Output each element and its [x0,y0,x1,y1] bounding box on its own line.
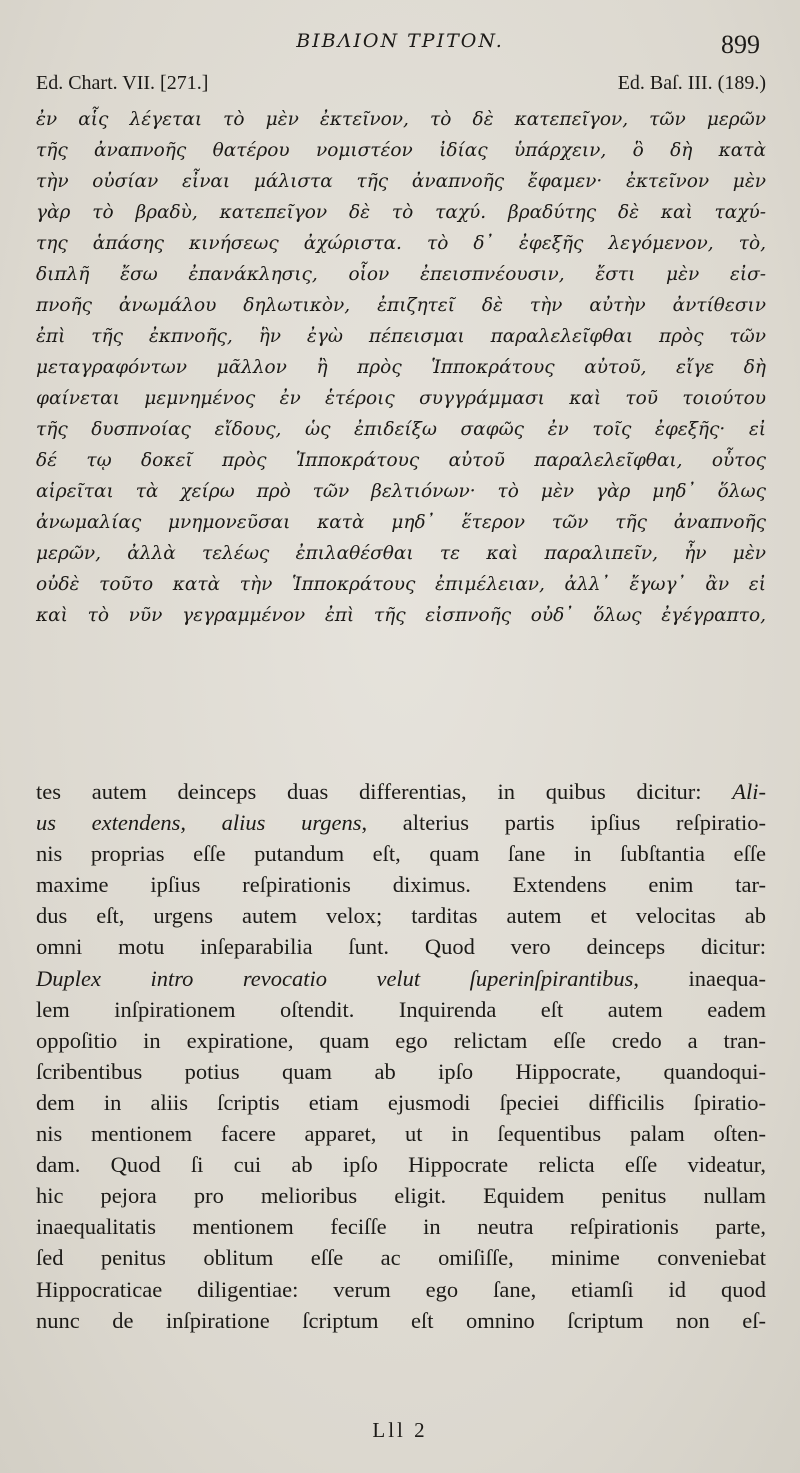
greek-line: γὰρ τὸ βραδὺ, κατεπεῖγον δὲ τὸ ταχύ. βραδύτης δὲ καὶ ταχύ- [36,202,766,223]
greek-line: ἐπὶ τῆς ἐκπνοῆς, ἣν ἐγὼ πέπεισμαι παραλελεῖφθαι πρὸς τῶν [36,326,766,347]
latin-segment: nunc de inſpiratione ſcriptum eſt omnino ſcriptum non eſ- [36,1307,766,1333]
latin-italic-segment: Duplex intro revocatio velut ſuperinſpirantibus [36,965,634,991]
latin-segment: , inaequa- [633,965,766,991]
latin-segment: hic pejora pro melioribus eligit. Equidem penitus nullam [36,1183,766,1209]
greek-line: μερῶν, ἀλλὰ τελέως ἐπιλαθέσθαι τε καὶ παραλιπεῖν, ἦν μὲν [36,543,766,564]
edition-reference-basel: Ed. Baſ. III. (189.) [617,72,766,94]
latin-italic-segment: us extendens, alius urgens [36,810,362,836]
latin-line [36,1149,766,1180]
latin-line [36,1242,766,1273]
greek-line: μεταγραφόντων μᾶλλον ἢ πρὸς Ἱπποκράτους αὐτοῦ, εἴγε δὴ [36,357,766,378]
latin-line [36,994,766,1025]
greek-line: ἀνωμαλίας μνημονεῦσαι κατὰ μηδ᾽ ἕτερον τῶν τῆς ἀναπνοῆς [36,512,766,533]
latin-line [36,1056,766,1087]
greek-line: πνοῆς ἀνωμάλου δηλωτικὸν, ἐπιζητεῖ δὲ τὴν αὐτὴν ἀντίθεσιν [36,295,766,316]
greek-line: τῆς ἀναπνοῆς θατέρου νομιστέον ἰδίας ὑπάρχειν, ὃ δὴ κατὰ [36,140,766,161]
edition-reference-chartier: Ed. Chart. VII. [271.] [36,72,209,94]
latin-line [36,776,766,807]
latin-segment: oppoſitio in expiratione, quam ego relictam eſſe credo a tran- [36,1027,766,1053]
latin-line [36,1087,766,1118]
latin-segment: , alterius partis ipſius reſpiratio- [361,810,766,836]
greek-line: της ἁπάσης κινήσεως ἀχώριστα. τὸ δ᾽ ἐφεξῆς λεγόμενον, τὸ, [36,233,766,254]
greek-line: καὶ τὸ νῦν γεγραμμένον ἐπὶ τῆς εἰσπνοῆς οὐδ᾽ ὅλως ἐγέγραπτο, [36,605,766,626]
greek-line: ἐν αἷς λέγεται τὸ μὲν ἐκτεῖνον, τὸ δὲ κατεπεῖγον, τῶν μερῶν [36,109,766,130]
greek-line: αἱρεῖται τὰ χείρω πρὸ τῶν βελτιόνων· τὸ μὲν γὰρ μηδ᾽ ὅλως [36,481,766,502]
latin-segment: dam. Quod ſi cui ab ipſo Hippocrate relicta eſſe videatur, [36,1152,766,1178]
greek-text-block [36,104,766,631]
latin-segment: dus eſt, urgens autem velox; tarditas autem et velocitas ab [36,903,766,929]
page-number: 899 [721,30,760,59]
latin-italic-segment: Ali- [732,779,766,804]
greek-line: φαίνεται μεμνημένος ἐν ἑτέροις συγγράμμασι καὶ τοῦ τοιούτου [36,388,766,409]
latin-text-block [36,776,766,1336]
latin-segment: dem in aliis ſcriptis etiam ejusmodi ſpeciei difficilis ſpiratio- [36,1089,766,1115]
latin-segment: nis proprias eſſe putandum eſt, quam ſane in ſubſtantia eſſe [36,841,766,867]
latin-segment: ſcribentibus potius quam ab ipſo Hippocrate, quandoqui- [36,1058,766,1084]
latin-line [36,1211,766,1242]
printer-signature: Lll 2 [372,1418,428,1442]
latin-line [36,1180,766,1211]
latin-line [36,869,766,900]
latin-segment: Hippocraticae diligentiae: verum ego ſane, etiamſi id quod [36,1276,766,1302]
latin-line [36,838,766,869]
latin-line [36,900,766,931]
latin-line [36,1305,766,1336]
latin-segment: nis mentionem facere apparet, ut in ſequentibus palam oſten- [36,1121,766,1147]
latin-line [36,931,766,962]
greek-line: διπλῆ ἔσω ἐπανάκλησις, οἷον ἐπεισπνέουσιν, ἔστι μὲν εἰσ- [36,264,766,285]
greek-line: τὴν οὐσίαν εἶναι μάλιστα τῆς ἀναπνοῆς ἔφαμεν· ἐκτεῖνον μὲν [36,171,766,192]
greek-line: τῆς δυσπνοίας εἴδους, ὡς ἐπιδείξω σαφῶς ἐν τοῖς ἐφεξῆς· εἰ [36,419,766,440]
latin-segment: maxime ipſius reſpirationis diximus. Extendens enim tar- [36,872,766,898]
latin-line [36,963,766,994]
latin-segment: lem inſpirationem oſtendit. Inquirenda eſt autem eadem [36,996,766,1022]
latin-segment: tes autem deinceps duas differentias, in quibus dicitur: [36,779,733,804]
latin-segment: ſed penitus oblitum eſſe ac omiſiſſe, minime conveniebat [36,1245,766,1271]
greek-line: δέ τῳ δοκεῖ πρὸς Ἱπποκράτους αὐτοῦ παραλελεῖφθαι, οὗτος [36,450,766,471]
latin-segment: omni motu inſeparabilia ſunt. Quod vero deinceps dicitur: [36,934,766,960]
latin-segment: inaequalitatis mentionem feciſſe in neutra reſpirationis parte, [36,1214,766,1240]
greek-line: οὐδὲ τοῦτο κατὰ τὴν Ἱπποκράτους ἐπιμέλειαν, ἀλλ᾽ ἔγωγ᾽ ἂν εἰ [36,574,766,595]
latin-line [36,807,766,838]
latin-line [36,1118,766,1149]
running-title: BIBΛION TPITON. [296,30,504,52]
latin-line [36,1025,766,1056]
latin-line [36,1274,766,1305]
